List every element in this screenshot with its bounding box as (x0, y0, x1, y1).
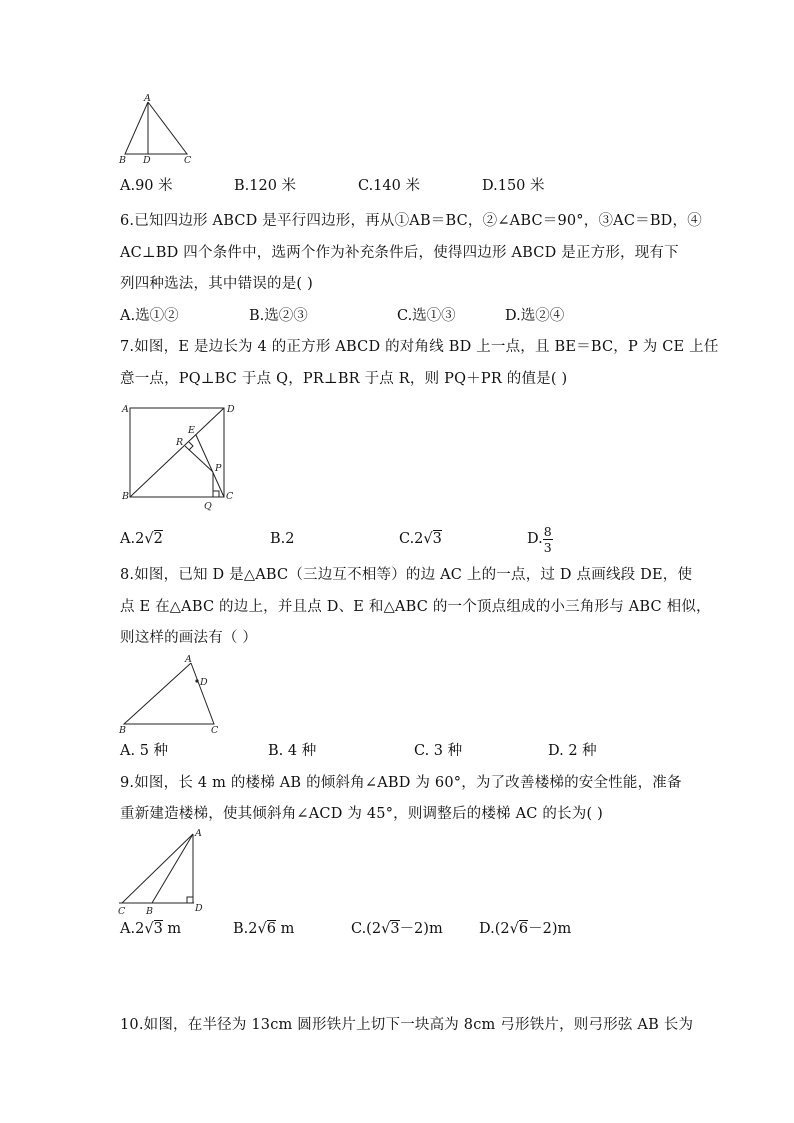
q8-option-b: B. 4 种 (268, 743, 317, 759)
q5-option-c: C.140 米 (358, 178, 420, 194)
q9-line-2: 重新建造楼梯，使其倾斜角∠ACD 为 45°，则调整后的楼梯 AC 的长为( ) (120, 806, 603, 822)
q8-label-c: C (211, 725, 219, 734)
q5-label-a: A (144, 93, 151, 104)
q9-label-c: C (118, 906, 126, 917)
q8-label-a: A (185, 654, 192, 665)
q9-label-a: A (195, 828, 202, 839)
q9-option-c-prefix: C.(2 (351, 921, 382, 937)
q10-line-1: 10.如图，在半径为 13cm 圆形铁片上切下一块高为 8cm 弓形铁片，则弓形弦 AB 长为 (120, 1017, 694, 1033)
q8-triangle (124, 663, 214, 724)
q7-label-c: C (226, 491, 234, 502)
q6-line-2: AC⊥BD 四个条件中，选两个作为补充条件后，使得四边形 ABCD 是正方形，现有下 (120, 245, 679, 261)
q9-option-b (233, 919, 294, 939)
q9-option-a-radical: √3 (144, 921, 163, 937)
q9-option-b-radical: √6 (257, 921, 276, 937)
q9-line-1: 9.如图，长 4 m 的楼梯 AB 的倾斜角∠ABD 为 60°，为了改善楼梯的安全性能，准备 (120, 775, 682, 791)
q6-line-1: 6.已知四边形 ABCD 是平行四边形，再从①AB＝BC，②∠ABC＝90°，③AC＝BD，④ (120, 213, 702, 229)
q9-option-d-radical: √6 (509, 921, 529, 937)
q7-option-c (399, 529, 442, 549)
q9-option-c-suffix: －2)m (399, 921, 443, 937)
q9-option-b-suffix: m (275, 921, 295, 937)
q9-option-a (120, 919, 181, 939)
q7-option-c-radical: √3 (423, 531, 442, 547)
q7-option-c-prefix: C.2 (399, 531, 424, 547)
q9-option-d (479, 919, 571, 939)
q8-line-3: 则这样的画法有（ ） (120, 630, 258, 646)
q5-option-b: B.120 米 (234, 178, 297, 194)
q6-option-c: C.选①③ (397, 308, 456, 324)
q5-label-b: B (119, 155, 126, 166)
q7-option-a (120, 529, 163, 549)
q9-stair-ac (122, 834, 193, 903)
q8-option-d: D. 2 种 (548, 743, 597, 759)
q7-label-e: E (188, 425, 195, 436)
q7-label-q: Q (204, 501, 212, 512)
q5-triangle (125, 102, 187, 154)
q5-option-a: A.90 米 (120, 178, 173, 194)
q5-label-d: D (143, 155, 151, 166)
q9-option-d-prefix: D.(2 (479, 921, 510, 937)
q5-triangle-figure (115, 90, 200, 170)
q8-option-a: A. 5 种 (120, 743, 169, 759)
q9-label-b: B (146, 906, 153, 917)
q7-right-angle-r (189, 442, 193, 450)
q8-line-2: 点 E 在△ABC 的边上，并且点 D、E 和△ABC 的一个顶点组成的小三角形与 ABC 相似， (120, 599, 711, 615)
q7-diagonal-bd (130, 408, 224, 497)
q6-option-a: A.选①② (120, 308, 179, 324)
q9-option-d-suffix: －2)m (528, 921, 572, 937)
q7-line-2: 意一点，PQ⊥BC 于点 Q，PR⊥BR 于点 R，则 PQ＋PR 的值是( ) (120, 371, 568, 387)
q7-option-d-fraction (543, 525, 553, 554)
q7-option-d-prefix: D. (527, 531, 543, 547)
q7-label-a: A (122, 404, 129, 415)
q7-fraction-denominator: 3 (543, 539, 552, 555)
q7-label-p: P (215, 463, 222, 474)
q7-label-d: D (227, 404, 235, 415)
q9-option-c (351, 919, 443, 939)
q9-right-angle-d (187, 897, 193, 903)
q5-option-d: D.150 米 (482, 178, 545, 194)
q5-label-c: C (184, 155, 192, 166)
q8-line-1: 8.如图，已知 D 是△ABC（三边互不相等）的边 AC 上的一点，过 D 点画线段 DE，使 (120, 567, 693, 583)
q9-option-a-prefix: A.2 (120, 921, 145, 937)
q7-option-d (527, 521, 553, 557)
q9-option-b-prefix: B.2 (233, 921, 258, 937)
q9-stairs-figure (114, 826, 214, 918)
q9-label-d: D (195, 903, 203, 914)
q7-right-angle-q (213, 491, 219, 497)
q7-square-figure (118, 398, 248, 516)
q6-option-d: D.选②④ (505, 308, 565, 324)
q8-point-d (195, 679, 198, 682)
q7-line-1: 7.如图，E 是边长为 4 的正方形 ABCD 的对角线 BD 上一点，且 BE＝BC，P 为 CE 上任 (120, 339, 719, 355)
q6-line-3: 列四种选法，其中错误的是( ) (120, 276, 313, 292)
q9-option-a-suffix: m (162, 921, 182, 937)
q6-option-b: B.选②③ (249, 308, 308, 324)
q8-option-c: C. 3 种 (414, 743, 463, 759)
q8-triangle-figure (115, 652, 230, 734)
q7-label-b: B (122, 491, 129, 502)
q7-label-r: R (176, 437, 184, 448)
q7-option-b: B.2 (270, 531, 295, 547)
q7-fraction-numerator: 8 (543, 523, 552, 539)
q7-option-a-prefix: A.2 (120, 531, 145, 547)
q9-option-c-radical: √3 (381, 921, 400, 937)
q8-label-d: D (200, 677, 208, 688)
q8-label-b: B (119, 725, 126, 734)
q7-option-a-radical: √2 (144, 531, 163, 547)
